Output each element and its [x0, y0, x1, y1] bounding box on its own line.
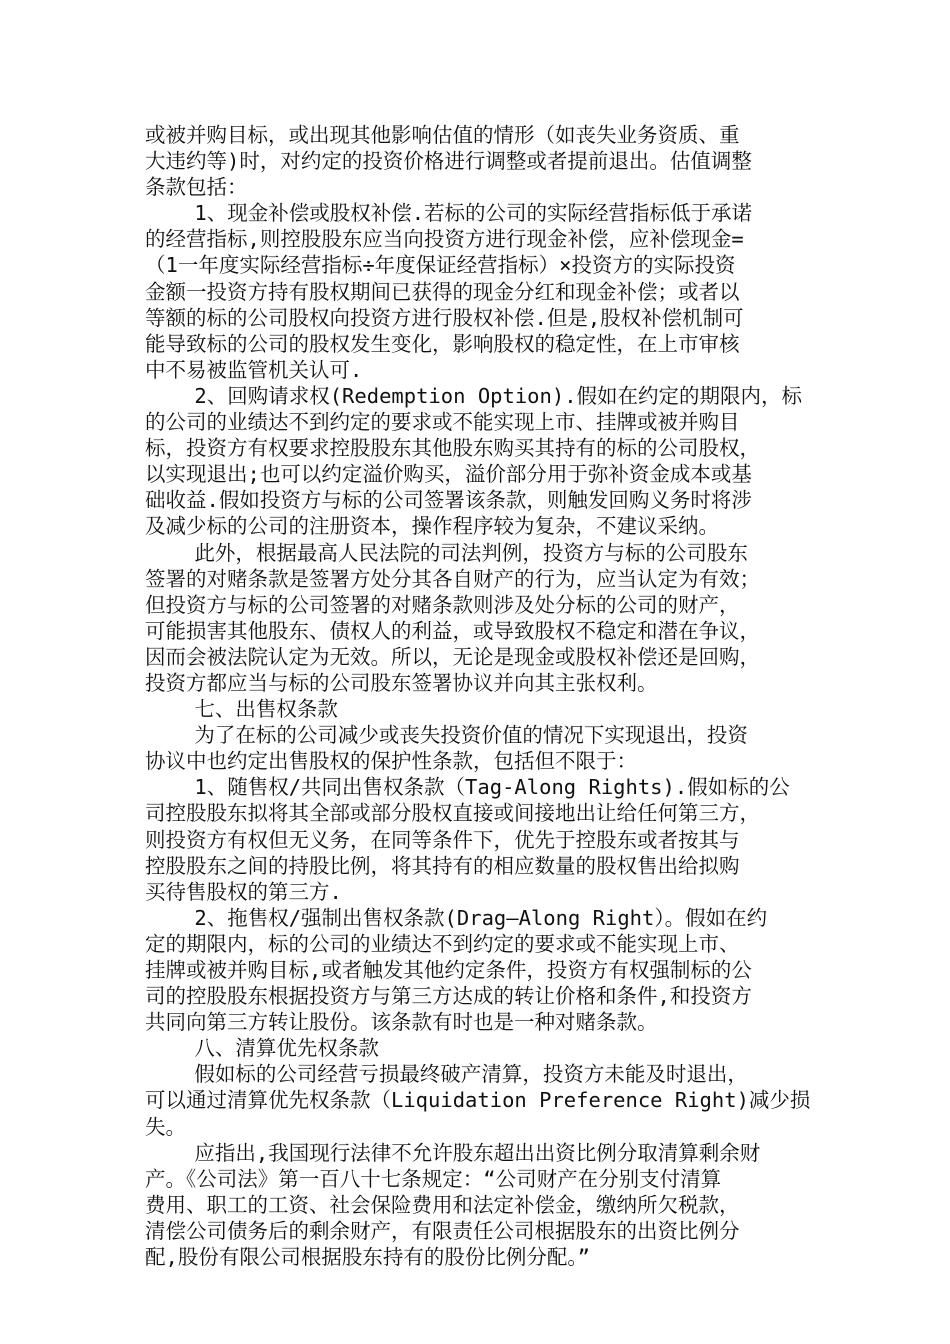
text-line: 失。: [145, 1114, 186, 1139]
text-line: 买待售股权的第三方.: [145, 879, 342, 904]
text-line: 产。《公司法》第一百八十七条规定：“公司财产在分别支付清算: [145, 1166, 722, 1191]
text-line: （1一年度实际经营指标÷年度保证经营指标）×投资方的实际投资: [145, 253, 736, 278]
text-line: 协议中也约定出售股权的保护性条款，包括但不限于：: [145, 749, 637, 774]
paragraph-p-cash-comp: [145, 200, 813, 383]
text-line: 或被并购目标，或出现其他影响估值的情形（如丧失业务资质、重: [145, 123, 740, 147]
text-line: 费用、职工的工资、社会保险费用和法定补偿金，缴纳所欠税款，: [145, 1192, 740, 1217]
text-line: 因而会被法院认定为无效。所以，无论是现金或股权补偿还是回购，: [145, 644, 760, 669]
paragraph-p-liquidation: [145, 1061, 813, 1139]
text-line: 标，投资方有权要求控股股东其他股东购买其持有的标的公司股权，: [145, 436, 760, 461]
paragraph-p-heading-7: [145, 696, 813, 722]
text-line: 定的期限内，标的公司的业绩达不到约定的要求或不能实现上市、: [145, 931, 740, 956]
text-line: 条款包括：: [145, 175, 248, 200]
text-line: 投资方都应当与标的公司股东签署协议并向其主张权利。: [145, 670, 658, 695]
text-line: 可以通过清算优先权条款（Liquidation Preference Right)减少损: [145, 1088, 811, 1113]
text-line: 清偿公司债务后的剩余财产，有限责任公司根据股东的出资比例分: [145, 1218, 740, 1243]
text-line: 2、回购请求权(Redemption Option).假如在约定的期限内，标: [145, 383, 803, 408]
text-line: 能导致标的公司的股权发生变化，影响股权的稳定性，在上市审核: [145, 331, 740, 356]
text-line: 中不易被监管机关认可.: [145, 357, 363, 382]
text-line: 2、拖售权/强制出售权条款(Drag—Along Right）。假如在约: [145, 905, 768, 930]
paragraph-p-intro-cont: [145, 122, 813, 200]
paragraph-p-sale-intro: [145, 722, 813, 774]
text-line: 可能损害其他股东、债权人的利益，或导致股权不稳定和潜在争议，: [145, 618, 760, 643]
text-line: 1、现金补偿或股权补偿.若标的公司的实际经营指标低于承诺: [145, 201, 753, 226]
text-line: 司的控股股东根据投资方与第三方达成的转让价格和条件,和投资方: [145, 984, 752, 1009]
paragraph-p-tag-along: [145, 774, 813, 904]
paragraph-p-heading-8: [145, 1035, 813, 1061]
paragraph-p-drag-along: [145, 905, 813, 1035]
text-line: 但投资方与标的公司签署的对赌条款则涉及处分标的公司的财产，: [145, 592, 740, 617]
text-line: 七、出售权条款: [145, 697, 338, 722]
text-line: 配,股份有限公司根据股东持有的股份比例分配。”: [145, 1245, 590, 1270]
document-page: [145, 122, 813, 1270]
text-line: 应指出,我国现行法律不允许股东超出出资比例分取清算剩余财: [145, 1140, 761, 1165]
text-line: 假如标的公司经营亏损最终破产清算，投资方未能及时退出，: [145, 1062, 748, 1087]
text-line: 1、随售权/共同出售权条款（Tag-Along Rights).假如标的公: [145, 775, 790, 800]
text-line: 础收益.假如投资方与标的公司签署该条款，则触发回购义务时将涉: [145, 488, 752, 513]
text-line: 的公司的业绩达不到约定的要求或不能实现上市、挂牌或被并购目: [145, 410, 740, 435]
text-line: 控股股东之间的持股比例，将其持有的相应数量的股权售出给拟购: [145, 853, 740, 878]
paragraph-p-law: [145, 1140, 813, 1270]
text-line: 的经营指标,则控股股东应当向投资方进行现金补偿，应补偿现金=: [145, 227, 744, 252]
text-line: 等额的标的公司股权向投资方进行股权补偿.但是,股权补偿机制可: [145, 305, 744, 330]
text-line: 则投资方有权但无义务，在同等条件下，优先于控股东或者按其与: [145, 827, 740, 852]
text-line: 金额一投资方持有股权期间已获得的现金分红和现金补偿；或者以: [145, 279, 740, 304]
text-line: 为了在标的公司减少或丧失投资价值的情况下实现退出，投资: [145, 723, 748, 748]
text-line: 以实现退出;也可以约定溢价购买，溢价部分用于弥补资金成本或基: [145, 462, 752, 487]
text-line: 挂牌或被并购目标,或者触发其他约定条件，投资方有权强制标的公: [145, 958, 752, 982]
text-line: 司控股股东拟将其全部或部分股权直接或间接地出让给任何第三方，: [145, 801, 760, 826]
paragraph-p-redemption: [145, 383, 813, 540]
paragraph-p-court: [145, 540, 813, 697]
text-line: 签署的对赌条款是签署方处分其各自财产的行为，应当认定为有效；: [145, 566, 760, 591]
text-line: 大违约等)时，对约定的投资价格进行调整或者提前退出。估值调整: [145, 149, 752, 174]
text-line: 及减少标的公司的注册资本，操作程序较为复杂，不建议采纳。: [145, 514, 719, 539]
text-line: 共同向第三方转让股份。该条款有时也是一种对赌条款。: [145, 1010, 658, 1035]
text-line: 八、清算优先权条款: [145, 1036, 379, 1061]
text-line: 此外，根据最高人民法院的司法判例，投资方与标的公司股东: [145, 540, 748, 565]
